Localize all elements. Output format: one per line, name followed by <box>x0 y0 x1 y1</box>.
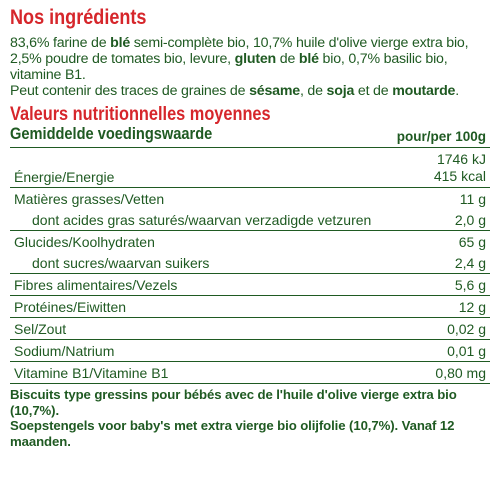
row-value: 0,01 g <box>392 340 490 362</box>
row-label: Énergie/Energie <box>10 148 392 188</box>
row-label: Sel/Zout <box>10 318 392 340</box>
traces-text: Peut contenir des traces de graines de <box>10 83 250 99</box>
row-value <box>392 148 490 188</box>
row-value: 65 g <box>458 234 486 250</box>
row-value: 5,6 g <box>392 274 490 296</box>
table-row <box>10 148 490 188</box>
table-row <box>10 362 490 384</box>
energy-kcal: 415 kcal <box>433 168 486 184</box>
table-row <box>10 340 490 362</box>
table-row <box>10 318 490 340</box>
description-fr: Biscuits type gressins pour bébés avec de l'huile d'olive vierge extra bio (10,7%). <box>10 387 457 418</box>
allergen-gluten: gluten <box>234 51 277 67</box>
allergen-wheat: blé <box>298 51 319 67</box>
allergen-soy: soja <box>326 83 355 99</box>
per-100g-label: pour/per 100g <box>396 129 486 144</box>
row-label: dont acides gras saturés/waarvan verzadigde vetzuren <box>10 209 392 231</box>
allergen-wheat: blé <box>110 35 131 51</box>
table-row <box>10 274 490 296</box>
row-value: 12 g <box>392 296 490 318</box>
row-label: Matières grasses/Vetten <box>14 191 165 207</box>
row-value: 0,02 g <box>392 318 490 340</box>
product-description <box>10 387 490 449</box>
ingredients-title: Nos ingrédients <box>10 6 147 29</box>
table-row <box>10 209 490 231</box>
ingredients-part: semi-complète bio, 10,7% huile d'olive vierge extra bio, 2,5% poudre de tomates bio, levure, <box>10 35 469 67</box>
energy-kj: 1746 kJ <box>436 151 486 167</box>
description-nl: Soepstengels voor baby's met extra vierge bio olijfolie (10,7%). Vanaf 12 maanden. <box>10 418 455 449</box>
row-label: Vitamine B1/Vitamine B1 <box>14 365 169 381</box>
table-row <box>10 252 490 274</box>
ingredients-part: bio, 0,7% basilic bio, vitamine B1. <box>10 51 448 83</box>
nutrition-title: Valeurs nutritionnelles moyennes <box>10 104 271 125</box>
table-row <box>10 188 490 210</box>
nutrition-table <box>10 147 490 384</box>
nutrition-subtitle: Gemiddelde voedingswaarde <box>10 124 213 143</box>
ingredients-text <box>10 35 490 99</box>
table-row <box>10 296 490 318</box>
row-label: Sodium/Natrium <box>10 340 392 362</box>
table-row <box>10 231 490 253</box>
row-value: 11 g <box>459 191 486 207</box>
row-value: 2,0 g <box>392 209 490 231</box>
ingredients-part: 83,6% farine de <box>10 35 111 51</box>
row-value: 2,4 g <box>392 252 490 274</box>
traces-text: et de <box>354 83 393 99</box>
nutrition-header <box>10 124 490 144</box>
traces-text: , de <box>299 83 327 99</box>
row-value: 0,80 mg <box>435 365 486 381</box>
row-label: dont sucres/waarvan suikers <box>10 252 392 274</box>
row-label: Fibres alimentaires/Vezels <box>10 274 392 296</box>
traces-text: . <box>455 83 459 99</box>
allergen-mustard: moutarde <box>392 83 456 99</box>
ingredients-part: de <box>276 51 299 67</box>
allergen-sesame: sésame <box>249 83 300 99</box>
row-label: Glucides/Koolhydraten <box>14 234 155 250</box>
row-label: Protéines/Eiwitten <box>10 296 392 318</box>
